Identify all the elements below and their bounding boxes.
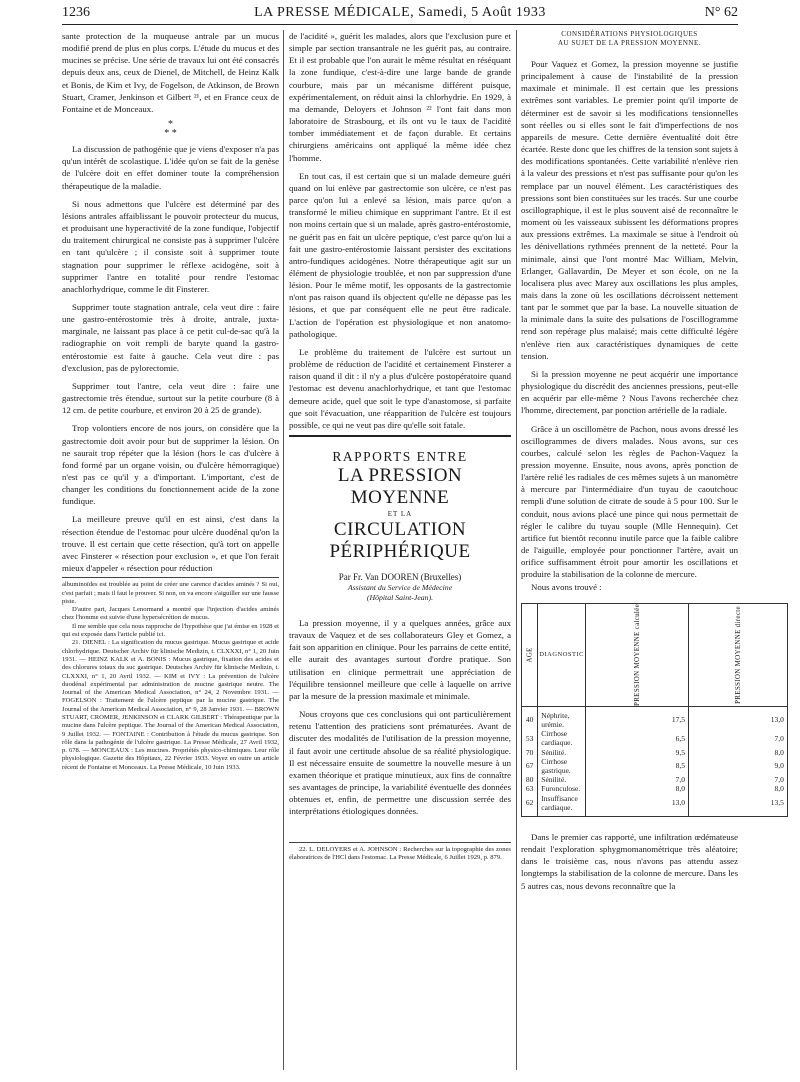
- paragraph: sante protection de la muqueuse antrale par un mucus modifié prend de plus en plus corps. L'étude du mucus et des mucines se précise. Une série de travaux lui ont été consacrés depuis deux ans, ceux de Dienel, de Mitchell, de Heinz Kalk et Bonis, de Kim et Ivy, de Fogelson, de Atkinson, de Brown Stuart, Cramer, Jenkinson et Gilbert ²¹, et en France ceux de Fontaine et de Monceaux.: [62, 31, 279, 114]
- cell-age: 70: [522, 748, 538, 757]
- paragraph: Nous avons trouvé :: [531, 581, 602, 592]
- article-author: Par Fr. Van DOOREN (Bruxelles): [338, 572, 462, 582]
- paragraph: Si nous admettons que l'ulcère est déterminé par des lésions antrales affaiblissant le pouvoir protecteur du mucus, et produisant une hyperactivité de la zone fundique, l'objectif du traitement chirurgical ne consiste pas à supprimer l'ulcère en tant qu'ulcère ; il consiste soit à supprimer toute stagnation pour supprimer le réflexe acidogène, soit à supprimer l'antre en totalité pour rendre l'estomac anachlorhydrique, comme le dit Finsterer.: [62, 198, 279, 294]
- cell-age: 40: [522, 706, 538, 729]
- paragraph: Supprimer tout l'antre, cela veut dire : faire une gastrectomie très étendue, surtout sur la petite courbure (8 à 12 cm. de petite courbure, et environ 20 à 25 de grande).: [62, 380, 279, 416]
- section-separator: [62, 120, 279, 138]
- paragraph: de l'acidité », guérit les malades, alors que l'exclusion pure et simple par section transantrale ne les guérit pas, au contraire. Et il est probable que l'on aurait le même résultat en réséquant la zone fundique, c'est-à-dire une large bande de grande courbure, mais par un mécanisme différent puisque, expérimentalement, on réduit ainsi la chlorhydrie. En 1929, à ma demande, Deloyers et Johnson ²² l'ont fait dans mon laboratoire de Strasbourg, et ils ont vu le taux de l'acidité tomber immédiatement et de façon durable. Et certains chirurgiens américains ont appliqué la même idée chez l'homme.: [289, 31, 511, 163]
- cell-diagnostic: Néphrite, urémie.: [538, 706, 586, 729]
- cell-direct: 7,0: [689, 729, 788, 747]
- header-rule: [62, 24, 738, 25]
- footnote-rule: [289, 842, 511, 843]
- table-row: [522, 757, 788, 775]
- cell-calculated: 17,5: [586, 706, 689, 729]
- paragraph: La pression moyenne, il y a quelques années, grâce aux travaux de Vaquez et de ses collaborateurs Gley et Gomez, a fait son apparition en clinique. Pour les parrains de cette entité, elle aurait des avantages surtout d'ordre pratique. Son utilisation en clinique permettrait une appréciation de l'équilibre tensionnel meilleure que celle à laquelle on arrive par la mesure de la pression maximale et minimale.: [289, 618, 511, 701]
- issue-number: N° 62: [704, 5, 738, 20]
- paragraph: En tout cas, il est certain que si un malade demeure guéri quand on lui enlève par gastrectomie son ulcère, ce n'est pas parce qu'on lui a enlevé sa lésion, mais parce qu'on a transformé le milieu chimique en supprimant l'antre. Et il est non moins certain que si un malade, après gastro-entérostomie, ne guérit pas en fait un ulcère peptique, c'est parce qu'on lui a fait une gastro-entérostomie laissant persister des excitations antro-fundiques acidogènes. Notre thérapeutique agit sur un élément de physiologie troublée, et non par suppression d'une lésion. Pour le même motif, les opposants de la gastrectomie n'ont pas raison quand ils objectent qu'elle ne dépasse pas les lésions, et que par conséquent elle ne peut être radicale. L'action de l'opération est physiologique et non anatomo-pathologique.: [289, 170, 511, 339]
- article-title-line-1: LA PRESSION MOYENNE: [337, 465, 463, 508]
- table-row: [522, 794, 788, 817]
- cell-direct: 9,0: [689, 757, 788, 775]
- cell-age: 80: [522, 775, 538, 784]
- article-rule: [289, 435, 511, 437]
- cell-calculated: 7,0: [586, 775, 689, 784]
- cell-direct: 13,5: [689, 794, 788, 817]
- footnote: albuminoïdes est troublée au point de créer une carence d'acides aminés ? Si oui, c'est parfait ; mais il faut le prouver. Si non, on va encore s'aiguiller sur une fausse piste.: [62, 581, 279, 605]
- cell-diagnostic: Insuffisance cardiaque.: [538, 794, 586, 817]
- table-row: [522, 775, 788, 784]
- star-bottom: * *: [164, 128, 177, 140]
- cell-direct: 8,0: [689, 748, 788, 757]
- paragraph: La discussion de pathogénie que je viens d'exposer n'a pas qu'un intérêt de scolastique. L'idée qu'on se fait de la genèse de l'ulcère doit en effet dominer toute la compréhension thérapeutique de la maladie.: [62, 144, 279, 191]
- author-affiliation: [289, 583, 511, 603]
- paragraph: Trop volontiers encore de nos jours, on considère que la gastrectomie doit avoir pour but de supprimer la lésion. On ne saurait trop répéter que la lésion (hors le cas d'ulcère à fond formé par un organe voisin, ou d'ulcère hémorragique) n'est pas ce qu'il y a d'important. L'important, c'est de changer les conditions du fonctionnement acide de la zone fundique.: [62, 423, 279, 507]
- cell-age: 62: [522, 794, 538, 817]
- cell-calculated: 13,0: [586, 794, 689, 817]
- article-kicker: RAPPORTS ENTRE: [332, 449, 468, 464]
- cell-age: 67: [522, 757, 538, 775]
- cell-calculated: 9,5: [586, 748, 689, 757]
- section-heading-line: AU SUJET DE LA PRESSION MOYENNE.: [557, 39, 702, 47]
- article-title-line-2: CIRCULATION PÉRIPHÉRIQUE: [329, 519, 471, 562]
- cell-direct: 8,0: [689, 784, 788, 793]
- cell-age: 63: [522, 784, 538, 793]
- footnotes: [289, 846, 511, 863]
- cell-diagnostic: Cirrhose cardiaque.: [538, 729, 586, 747]
- article-title-connector: ET LA: [387, 510, 413, 518]
- paragraph: Le problème du traitement de l'ulcère est surtout un problème de réduction de l'acidité et certainement Finsterer a raison quand il dit : il n'y a plus d'ulcère postopératoire quand l'estomac est devenu anachlorhydrique, et tant que l'estomac demeure acide, quel que soit le type d'anastomose, si parfaite que soit l'évacuation, une réapparition de l'ulcère est toujours possible, ce qui ne veut pas dire qu'elle soit fatale.: [289, 346, 511, 430]
- column-divider-1: [283, 30, 284, 1070]
- page-header: [62, 4, 738, 22]
- pressure-table: [521, 603, 788, 817]
- cell-calculated: 8,0: [586, 784, 689, 793]
- footnote: 22. L. DELOYERS et A. JOHNSON : Recherches sur la topographie des zones élaboratrices de l'HCl dans l'estomac. La Presse Médicale, 6 Juillet 1929, p. 879.: [289, 845, 511, 861]
- paragraph: La meilleure preuve qu'il en est ainsi, c'est dans la résection étendue de l'estomac pour ulcère duodénal qu'on la trouve. Il est certain que cette résection, qu'à tort on appelle avec Finsterer « résection pour exclusion », et que l'on ferait mieux d'appeler « résection pour réduction: [62, 514, 279, 574]
- section-heading-line: CONSIDÉRATIONS PHYSIOLOGIQUES: [561, 30, 698, 38]
- paragraph: Pour Vaquez et Gomez, la pression moyenne se justifie principalement à cause de l'instabilité de la pression maximale et minimale. Il est certain que les pressions extrêmes sont variables. Le premier point qu'il importe de déterminer est de savoir si les modifications tensionnelles sont réelles ou si elles sont le fait d'imperfections de nos appareils de mesure. Cette dernière éventualité doit être écartée. Reste donc que les chiffres de la tension sont sujets à des modifications spontanées. Cette variabilité n'enlève rien à la valeur des pressions et n'est pas suffisante pour qu'on les remplace par un nouvel élément. Les caractéristiques des pressions sont bien constituées sur les tracés. Sur une courbe oscillographique, il est le plus souvent aisé de reconnaître le moment où les vaisseaux subissent les déformations propres aux pressions extrêmes. La maximale se situe à l'endroit où les dénivellations rythmées prennent de la netteté. Pour la minimale, ainsi que l'ont montré Mac William, Melvin, Erlanger, Gallavardin, De Meyer et son école, on ne la localisera plus avec Marey aux oscillations les plus amples, mais dans la zone où les oscillations décroissent nettement tant par le sommet que par la base. La nouvelle situation de la minimale dans la suite des pulsations de l'oscillogramme rend son repérage plus malaisé; mais cette difficulté légère n'enlève rien aux caractéristiques dynamiques de cette tension.: [521, 59, 738, 361]
- table-row: [522, 729, 788, 747]
- table-header-direct: PRESSION MOYENNE directe: [689, 603, 788, 706]
- paragraph: Dans le premier cas rapporté, une infiltration œdémateuse rendait l'exploration sphygmomanométrique très aléatoire; dans le troisième cas, nous n'avons pas attendu assez longtemps la stabilisation de la colonne de mercure. Dans les 5 autres cas, nous devons reconnaître que la: [521, 831, 738, 891]
- paragraph: Grâce à un oscillomètre de Pachon, nous avons dressé les oscillogrammes de divers malades. Nous avons, sur ces courbes, calculé selon les règles de Pachon-Vaquez la pression moyenne. Ensuite, nous avons, après ponction de l'artère relié les radiales de ces mêmes sujets à un manomètre à mercure par l'intermédiaire d'un tuyau de caoutchouc rempli d'une solution de citrate de soude à 5 pour 100. Sur le conduit, nous avions placé une pince qui nous permettait de régler le calibre du tuyau souple (Mlle Hennequin). Cet artifice fut bientôt reconnu inutile parce que la faible calibre de l'aiguille, employée pour ponctionner l'artère, avait un orifice suffisamment étroit pour amortir les oscillations et produire la stabilisation de la colonne de mercure.: [521, 423, 738, 580]
- cell-direct: 13,0: [689, 706, 788, 729]
- table-row: [522, 784, 788, 793]
- column-divider-2: [516, 30, 517, 1070]
- affiliation-line: Assistant du Service de Médecine: [347, 583, 453, 592]
- affiliation-line: (Hôpital Saint-Jean).: [366, 593, 434, 602]
- cell-diagnostic: Sénilité.: [538, 748, 586, 757]
- table-header-age: AGE: [522, 603, 538, 706]
- footnotes: [62, 581, 279, 772]
- footnote: D'autre part, Jacques Lenormand a montré que l'injection d'acides aminés chez l'homme est suivie d'une hypersécrétion de mucus.: [62, 606, 279, 622]
- paragraph: Nous croyons que ces conclusions qui ont particulièrement retenu l'attention des praticiens sont prématurées. Avant de discuter des modalités de l'utilisation de la pression moyenne, il faut avoir une certitude absolue de sa réalité physiologique. Il est nécessaire ensuite de soumettre la nouvelle mesure à un examen théorique et pratique minutieux, aux fins de connaître ses avantages de principe, la variabilité éventuelle des données obtenues et, enfin, de permettre une discussion serrée des interprétations étiologiques données.: [289, 709, 511, 817]
- column-1: [62, 30, 279, 772]
- footnote: 21. DIENEL : La signification du mucus gastrique. Mucus gastrique et acide chlorhydrique. Deutscher Archiv für klinische Medizin, t. CLXXXI, n° 1, 20 Juin 1931. — HEINZ KALK et A. BONIS : Mucus gastrique, fixation des acides et des chlorures totaux du suc gastrique. Deutsches Archiv für klinische Medizin, t. CLXXXI, n° 1, 20 Avril 1932. — KIM et IVY : La prévention de l'ulcère duodénal expérimental par administration de mucine gastrique neutre. The Journal of the American Medical Association, n° 24, 2 Novembre 1931. — FOGELSON : Traitement de l'ulcère peptique par la mucine gastrique. The Journal of the American Medical Association, n° 9, 28 Janvier 1931. — BROWN STUART, CROMER, JENKINSON et CLARK GILBERT : Thérapeutique par la mucine dans l'ulcère peptique. The Journal of the American Medical Association, 9 Juillet 1932. — FONTAINE : Contribution à l'étude du mucus gastrique. Son rôle dans la pathogénie de l'ulcère gastrique. La Presse Médicale, 27 Avril 1932, p. 678. — MONCEAUX : Les mucines. Propriétés physico-chimiques. Leur rôle physiologique. Gazette des Hôpitaux, 22 Février 1933. Voyez en outre un article récent de Fontaine et Monceaux. La Presse Médicale, 10 Juin 1933.: [62, 639, 279, 771]
- cell-diagnostic: Sénilité.: [538, 775, 586, 784]
- table-header-calculated: PRESSION MOYENNE calculée: [586, 603, 689, 706]
- journal-title: LA PRESSE MÉDICALE, Samedi, 5 Août 1933: [254, 5, 546, 20]
- cell-age: 53: [522, 729, 538, 747]
- footnote-rule: [62, 577, 279, 578]
- page-number: 1236: [62, 5, 90, 20]
- column-3: [521, 30, 784, 892]
- section-heading: [521, 30, 738, 48]
- cell-diagnostic: Cirrhose gastrique.: [538, 757, 586, 775]
- table-header-diagnostic: DIAGNOSTIC: [538, 603, 586, 706]
- cell-direct: 7,0: [689, 775, 788, 784]
- footnote: Il me semble que cela nous rapproche de l'hypothèse que j'ai émise en 1928 et qui est exposée dans l'article publié ici.: [62, 622, 279, 639]
- cell-calculated: 6,5: [586, 729, 689, 747]
- column-2: [289, 30, 511, 862]
- table-row: [522, 748, 788, 757]
- cell-calculated: 8,5: [586, 757, 689, 775]
- cell-diagnostic: Furonculose.: [538, 784, 586, 793]
- table-row: [522, 706, 788, 729]
- paragraph: Si la pression moyenne ne peut acquérir une importance physiologique du discrédit des anciennes pressions, peut-elle en acquérir par elle-même ? Nous l'avons recherchée chez l'homme, directement, par ponction artérielle de la radiale.: [521, 368, 738, 416]
- paragraph: Supprimer toute stagnation antrale, cela veut dire : faire une gastro-entérostomie très à droite, antrale, juxta-marginale, ne laissant pas place à ce petit cul-de-sac qu'à la radiographie on voit rempli de baryte quand la gastro-entérostomie est faite à gauche. Cela veut dire : pas d'exclusion, pas de pylorectomie.: [62, 301, 279, 373]
- star-top: *: [168, 119, 173, 131]
